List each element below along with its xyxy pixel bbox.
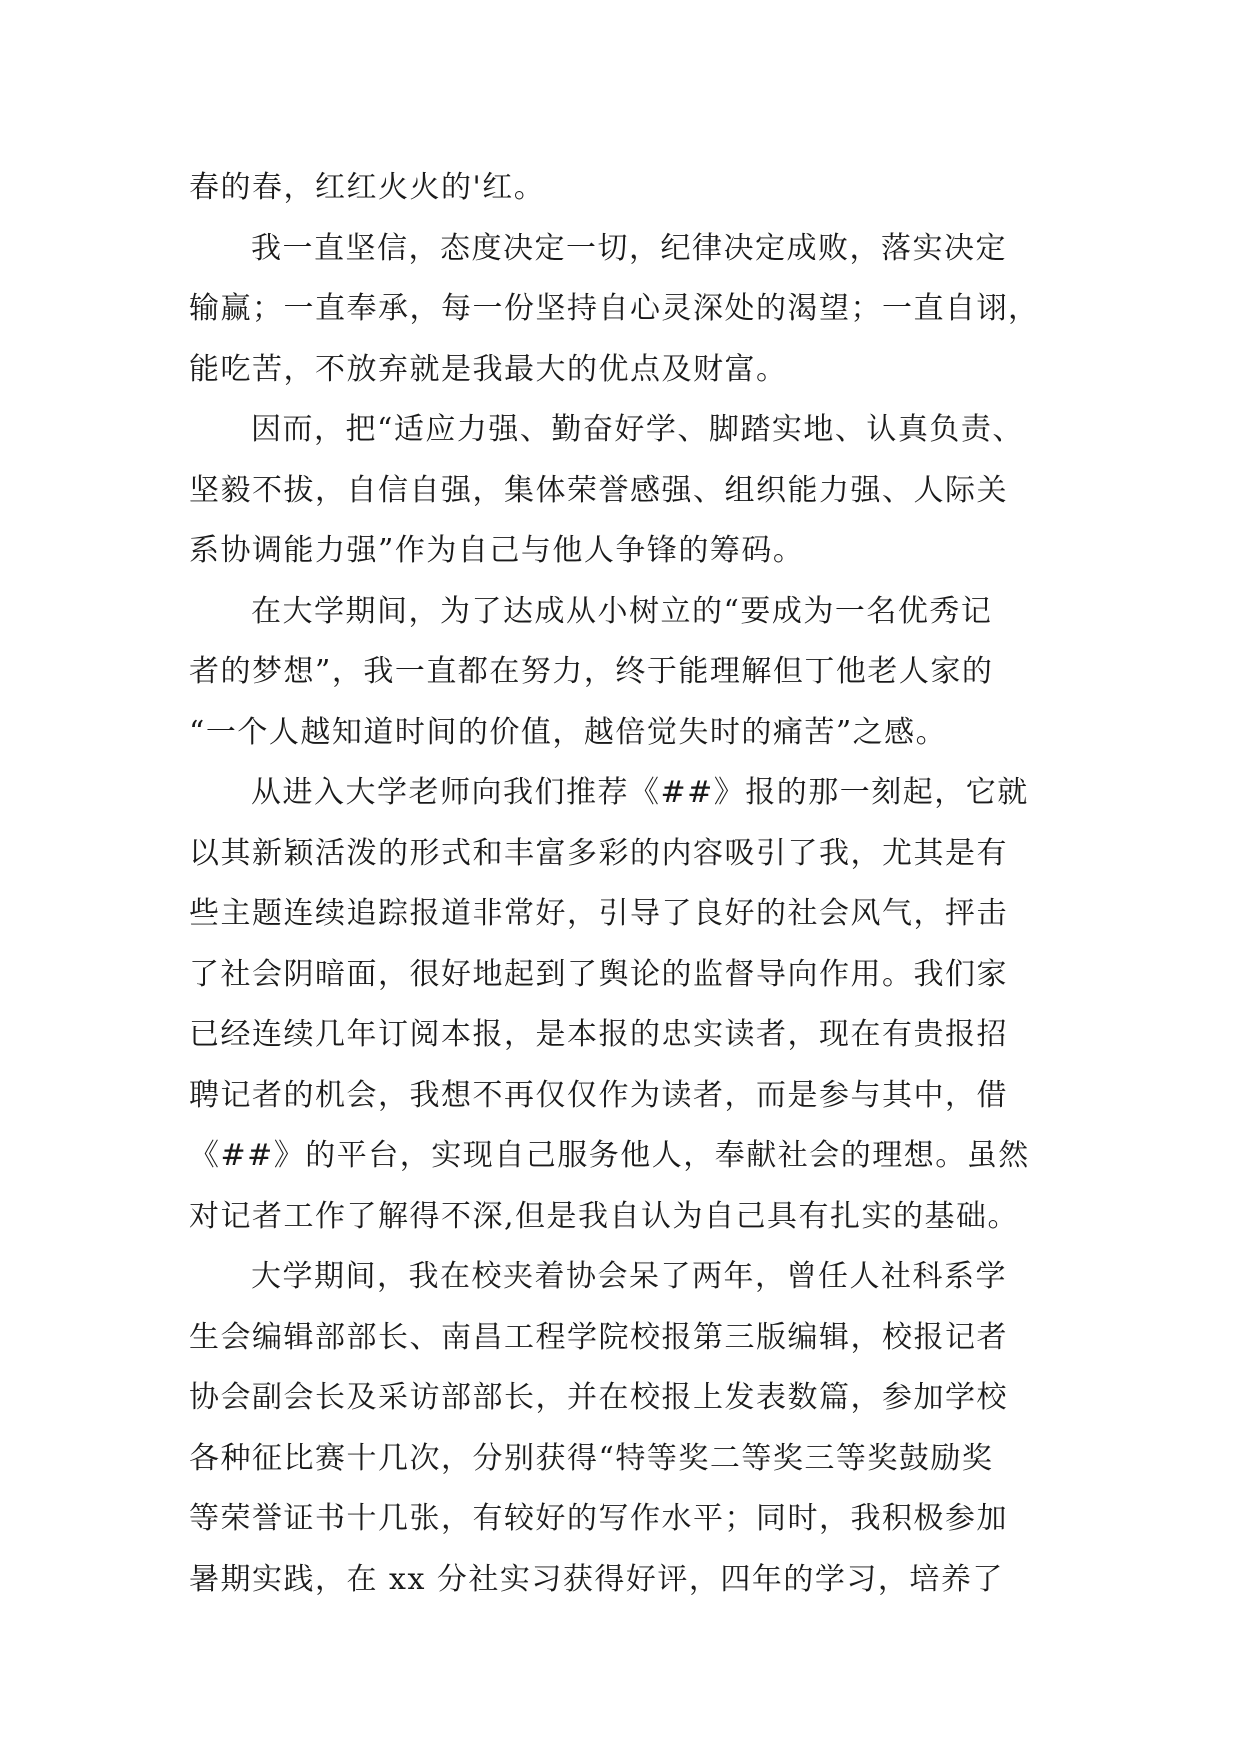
text-line: 聘记者的机会，我想不再仅仅作为读者，而是参与其中，借 [189, 1077, 1008, 1113]
text-line: 协会副会长及采访部部长，并在校报上发表数篇，参加学校 [189, 1380, 1008, 1415]
text-line: “一个人越知道时间的价值，越倍觉失时的痛苦”之感。 [189, 714, 948, 750]
text-line: 对记者工作了解得不深,但是我自认为自己具有扎实的基础。 [189, 1198, 1020, 1234]
text-line: 些主题连续追踪报道非常好，引导了良好的社会风气，抨击 [189, 896, 1008, 931]
text-line: 生会编辑部部长、南昌工程学院校报第三版编辑，校报记者 [189, 1319, 1008, 1355]
paragraph-start-line: 我一直坚信，态度决定一切，纪律决定成败，落实决定 [251, 230, 1007, 266]
text-line: 以其新颖活泼的形式和丰富多彩的内容吸引了我，尤其是有 [189, 835, 1008, 871]
paragraph-start-line: 在大学期间，为了达成从小树立的“要成为一名优秀记 [251, 593, 993, 629]
text-line: 各种征比赛十几次，分别获得“特等奖二等奖三等奖鼓励奖 [189, 1440, 994, 1476]
text-line: 春的春，红红火火的'红。 [189, 170, 546, 205]
text-line: 已经连续几年订阅本报，是本报的忠实读者，现在有贵报招 [189, 1017, 1008, 1052]
text-line: 坚毅不拔，自信自强，集体荣誉感强、组织能力强、人际关 [189, 472, 1008, 508]
text-line: 《##》的平台，实现自己服务他人，奉献社会的理想。虽然 [189, 1138, 1030, 1173]
text-line: 能吃苦，不放弃就是我最大的优点及财富。 [189, 351, 788, 387]
paragraph-start-line: 大学期间，我在校夹着协会呆了两年，曾任人社科系学 [251, 1259, 1007, 1294]
text-line: 等荣誉证书十几张，有较好的写作水平；同时，我积极参加 [189, 1501, 1008, 1536]
text-line: 系协调能力强”作为自己与他人争锋的筹码。 [189, 533, 805, 568]
document-body [189, 158, 1049, 1610]
paragraph-start-line: 从进入大学老师向我们推荐《##》报的那一刻起，它就 [251, 775, 1029, 810]
text-line: 者的梦想”，我一直都在努力，终于能理解但丁他老人家的 [189, 654, 994, 689]
text-line: 输赢；一直奉承，每一份坚持自心灵深处的渴望；一直自诩， [189, 291, 1040, 326]
text-line: 了社会阴暗面，很好地起到了舆论的监督导向作用。我们家 [189, 956, 1008, 992]
text-line: 暑期实践，在 xx 分社实习获得好评，四年的学习，培养了 [189, 1561, 1004, 1597]
paragraph-start-line: 因而，把“适应力强、勤奋好学、脚踏实地、认真负责、 [251, 412, 1024, 447]
